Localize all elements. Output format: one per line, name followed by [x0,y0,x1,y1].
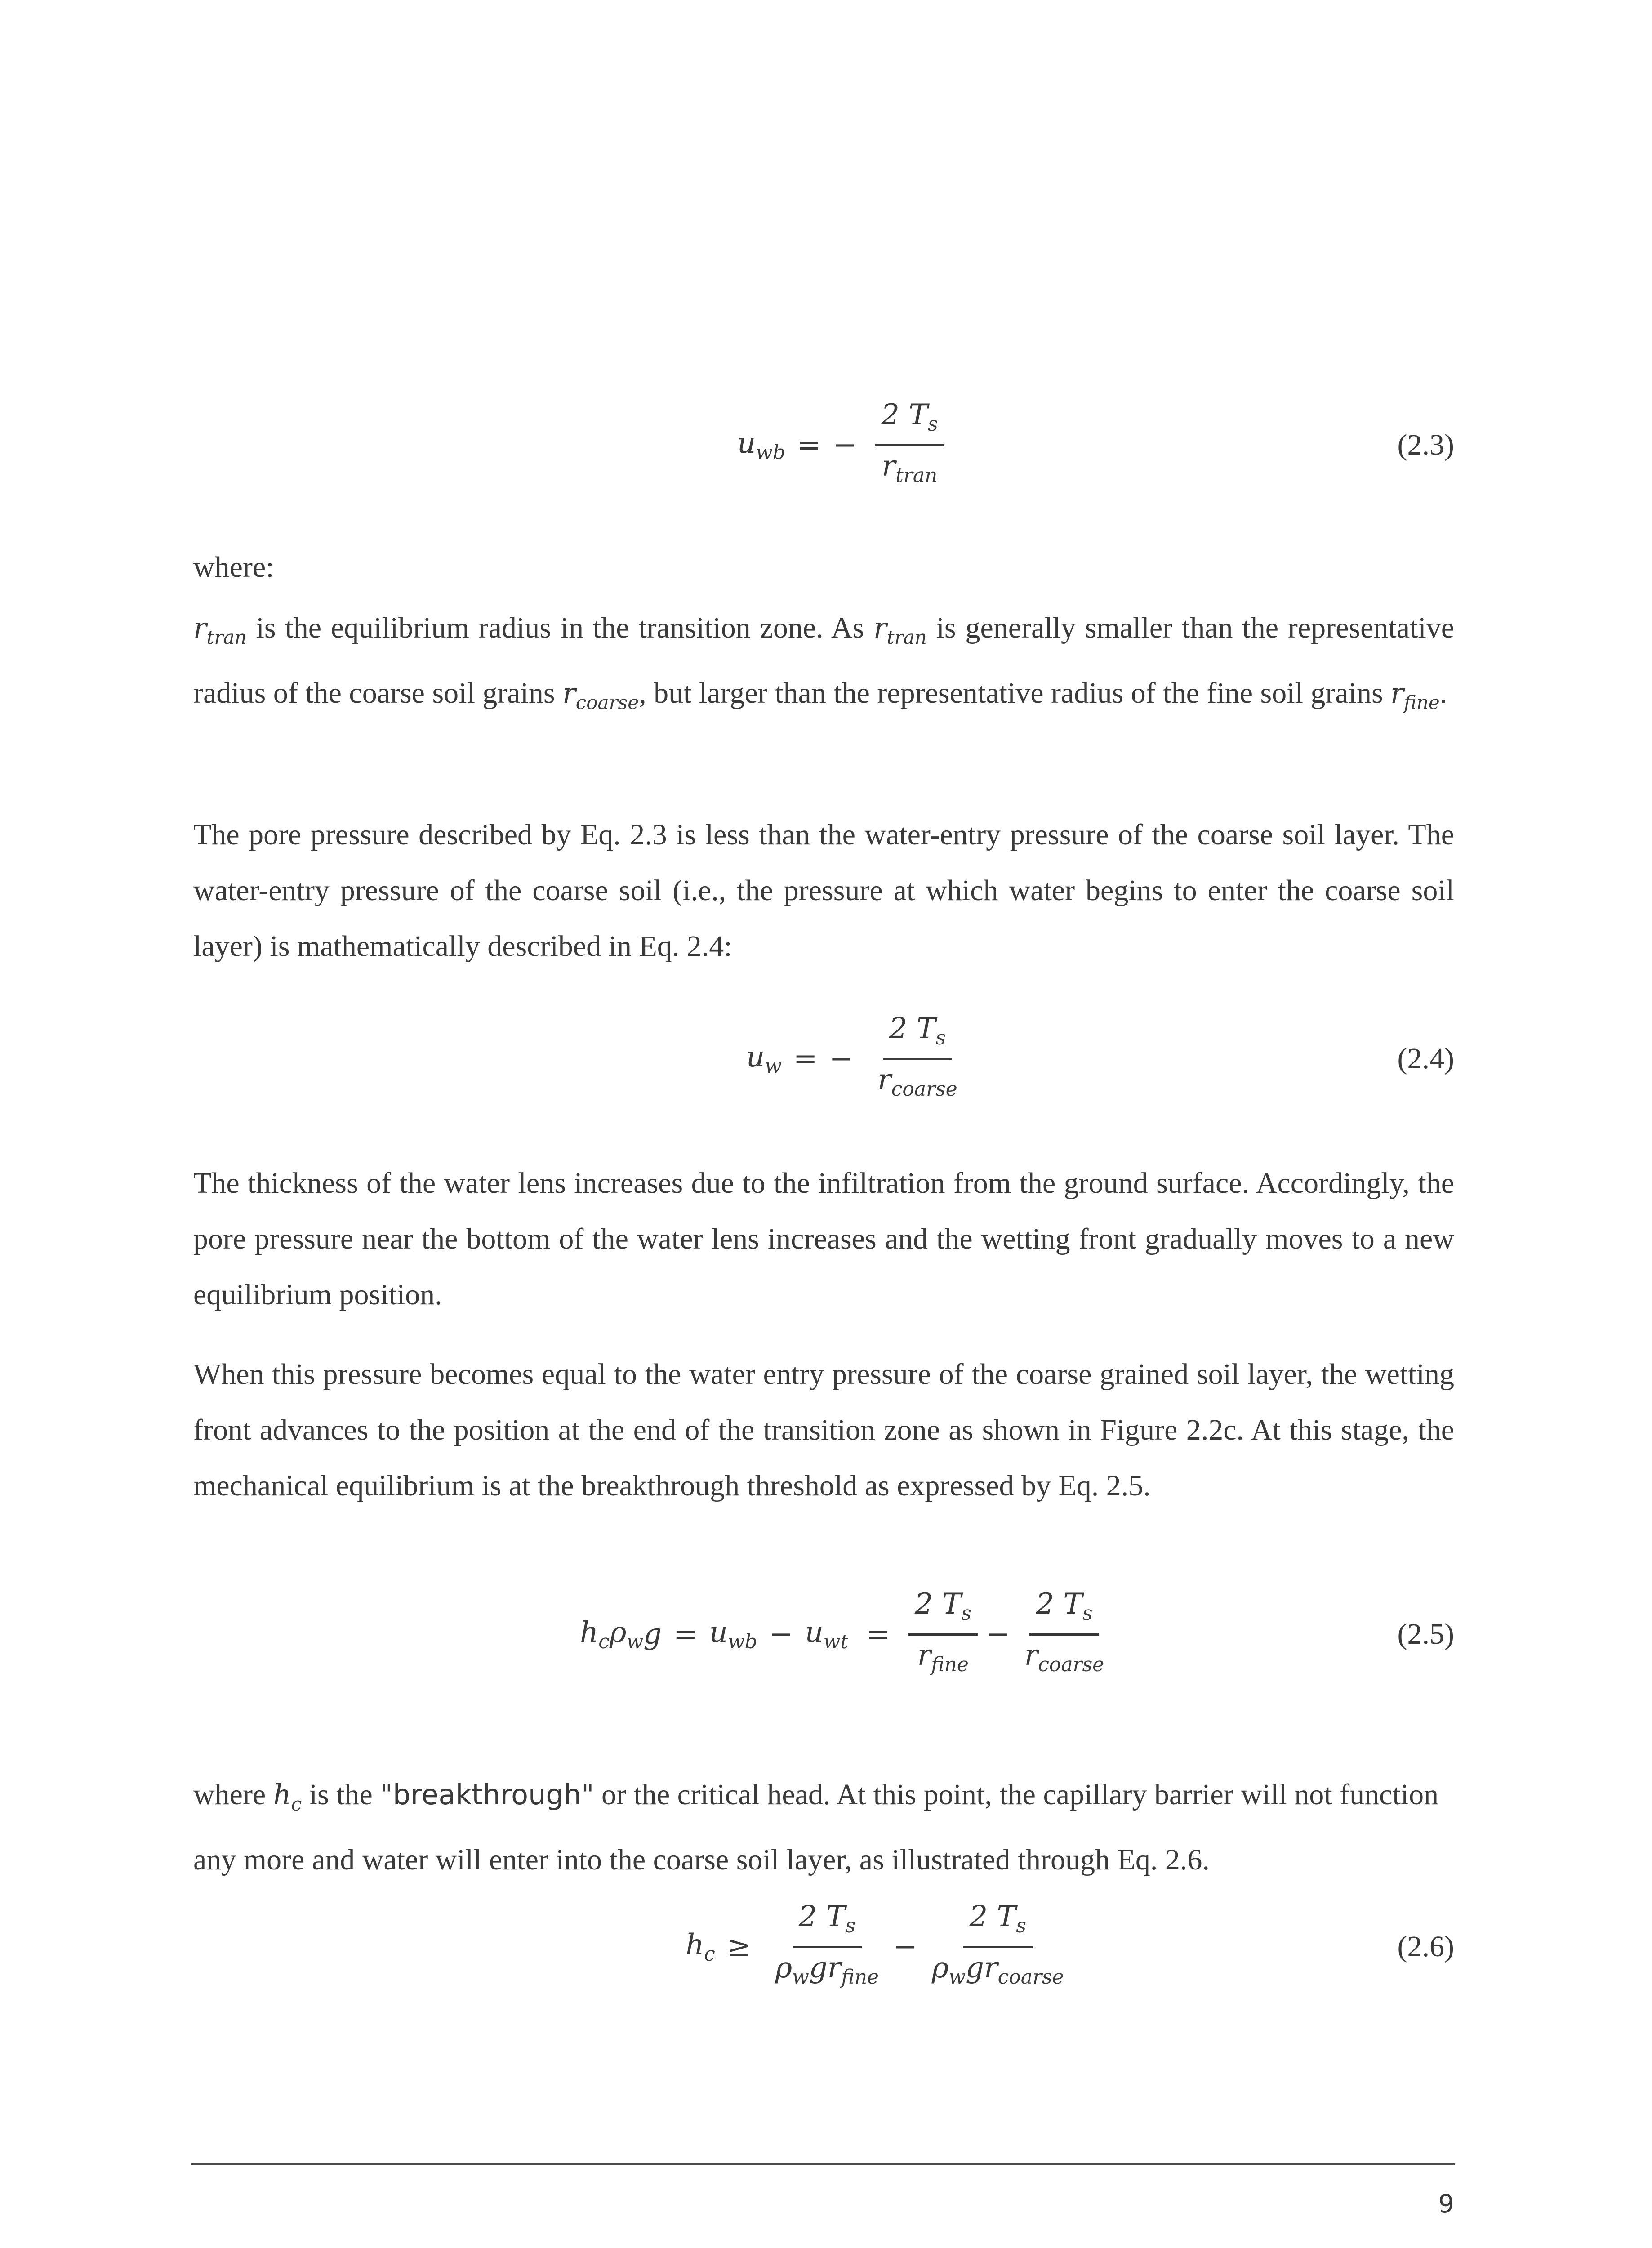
footer-rule [191,2163,1455,2165]
symbol-r-coarse: $r_{coarse}$ [562,677,639,714]
eq-2-5-hc: $h_c$ [580,1615,610,1653]
eq-2-5-u-wt: $u_{wt}$ [805,1615,848,1653]
symbol-r-tran-2: $r_{tran}$ [873,611,927,648]
where-label-block [193,540,1454,595]
eq-2-5-equals-2: = [866,1618,891,1651]
equation-2-5-body [580,1585,1117,1684]
eq-2-5-fraction-coarse-denominator: $r_{coarse}$ [1024,1638,1104,1676]
eq-2-3-equals: = [797,428,821,462]
equation-2-3 [193,396,1454,495]
paragraph-4: When this pressure becomes equal to the water entry pressure of the coarse grained soil layer, the wetting front advances to the position at the end of the transition zone as shown in Figure 2.2c. At this stage, the mechanical equilibrium is at the breakthrough threshold as expressed by Eq. 2.5. [193,1358,1454,1502]
equation-2-6 [193,1897,1454,1996]
eq-2-3-numerator: 2 $T_s$ [875,395,944,446]
symbol-r-fine: $r_{fine}$ [1390,677,1440,714]
equation-number-2-4: (2.4) [1397,1042,1454,1075]
eq-2-5-rho: $\rho_w$ [609,1615,644,1653]
eq-2-6-fraction-fine [769,1897,886,1997]
eq-2-5-minus-2: − [985,1618,1010,1651]
paragraph-3-block [193,1155,1454,1323]
equation-2-6-body [686,1897,1077,1996]
eq-2-5-minus: − [769,1618,793,1651]
paragraph-5: where $h_c$ is the "breakthrough" or the critical head. At this point, the capillary barrier will not function any more and water will enter into the coarse soil layer, as illustrated through Eq. 2.6. [193,1778,1439,1876]
eq-2-5-fraction-fine-denominator: $r_{fine}$ [917,1638,969,1676]
eq-2-6-fraction-fine-denominator: $\rho_wgr_{fine}$ [775,1951,879,1989]
eq-2-4-denominator: $r_{coarse}$ [877,1063,957,1101]
paragraph-5-block [193,1767,1454,1888]
eq-2-6-fraction-coarse-denominator: $\rho_wgr_{coarse}$ [931,1951,1064,1989]
equation-2-5 [193,1585,1454,1684]
eq-2-5-fraction-fine-numerator: 2 $T_s$ [908,1584,978,1636]
paragraph-3: The thickness of the water lens increases due to the infiltration from the ground surface. Accordingly, the pore pressure near the bottom of the water lens increases and the wetting front gradually moves to a new equilibrium position. [193,1167,1454,1311]
eq-2-6-geq: ≥ [726,1930,751,1963]
paragraph-2-block [193,807,1454,974]
eq-2-5-fraction-coarse-numerator: 2 $T_s$ [1029,1584,1099,1636]
equation-2-3-body [737,396,951,495]
eq-2-6-fraction-coarse [926,1897,1070,1997]
eq-2-5-fraction-coarse [1018,1584,1111,1685]
breakthrough-quote: "breakthrough" [380,1778,594,1811]
where-label: where: [193,551,274,584]
paragraph-1-block [193,600,1454,731]
eq-2-5-g: g [643,1618,662,1651]
equation-number-2-3: (2.3) [1397,428,1454,461]
symbol-h-c: $h_c$ [273,1778,302,1815]
eq-2-3-minus: − [833,428,857,462]
equation-number-2-5: (2.5) [1397,1618,1454,1650]
eq-2-3-fraction [875,395,944,495]
eq-2-5-equals: = [673,1618,698,1651]
eq-2-4-minus: − [829,1042,854,1075]
eq-2-5-u-wb: $u_{wb}$ [709,1615,757,1653]
equation-2-4-body [746,1009,970,1108]
eq-2-6-fraction-fine-numerator: 2 $T_s$ [793,1897,862,1948]
eq-2-6-minus: − [893,1930,917,1963]
equation-2-4 [193,1009,1454,1108]
page-number: 9 [1438,2190,1454,2219]
paragraph-2: The pore pressure described by Eq. 2.3 is less than the water-entry pressure of the coarse soil layer. The water-entry pressure of the coarse soil (i.e., the pressure at which water begins to enter the coarse soil layer) is mathematically described in Eq. 2.4: [193,818,1454,963]
paragraph-1: $r_{tran}$ is the equilibrium radius in the transition zone. As $r_{tran}$ is generally smaller than the representative radius of the coarse soil grains $r_{coarse}$, but larger than the representative radius of the fine soil grains $r_{fine}$. [193,611,1454,714]
eq-2-4-equals: = [793,1042,818,1075]
eq-2-4-lhs: $u_w$ [746,1040,782,1078]
eq-2-6-fraction-coarse-numerator: 2 $T_s$ [963,1897,1032,1948]
eq-2-4-fraction [871,1009,964,1109]
symbol-r-tran: $r_{tran}$ [193,611,247,648]
eq-2-3-denominator: $r_{tran}$ [882,449,938,487]
eq-2-4-numerator: 2 $T_s$ [883,1009,952,1060]
eq-2-6-hc: $h_c$ [686,1928,715,1966]
eq-2-3-lhs: $u_{wb}$ [737,426,786,464]
equation-number-2-6: (2.6) [1397,1930,1454,1963]
eq-2-5-fraction-fine [908,1584,978,1685]
paragraph-4-block [193,1347,1454,1514]
